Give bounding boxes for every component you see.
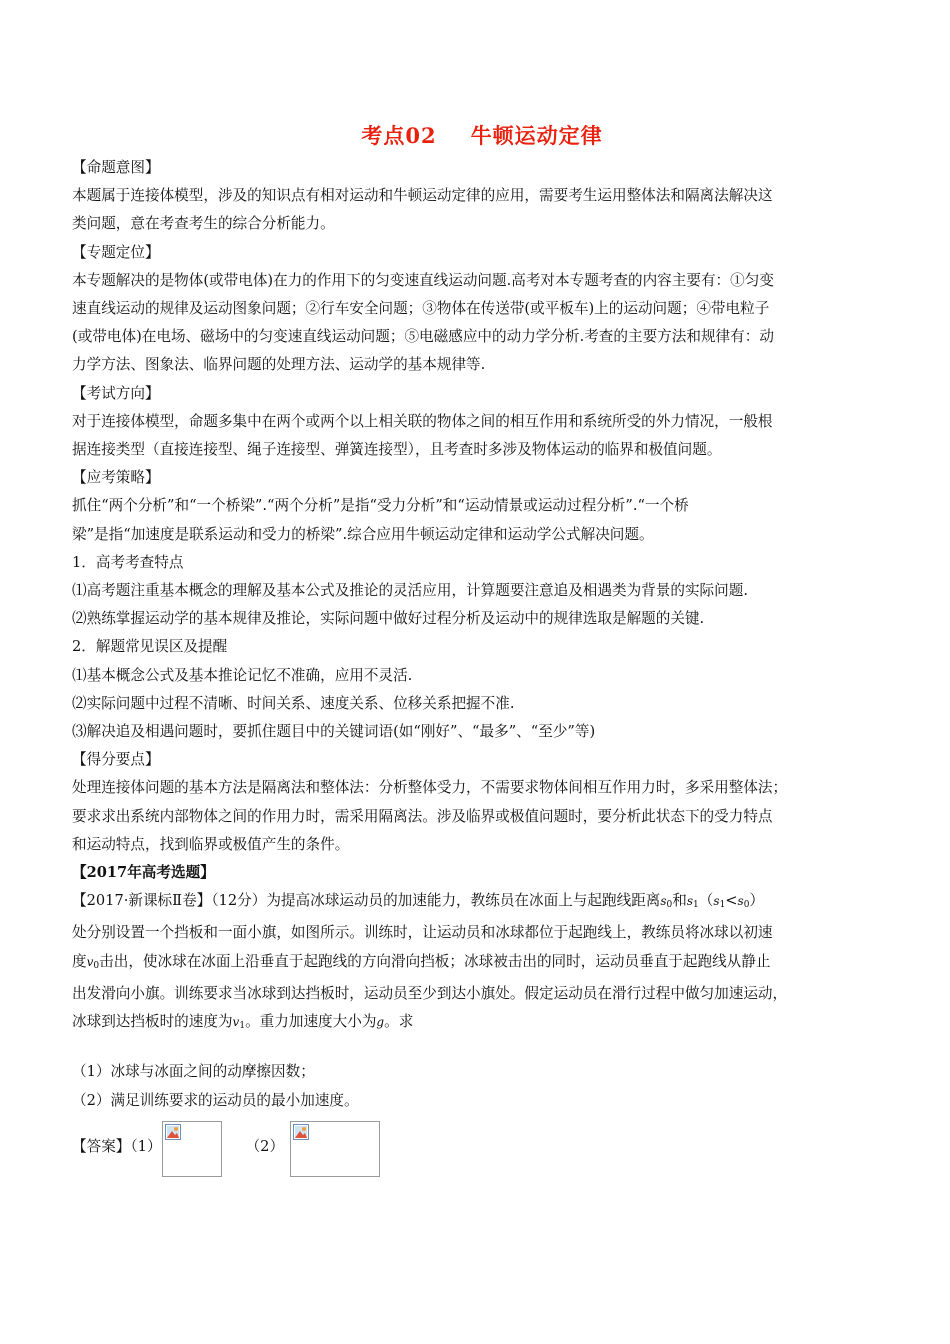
answer-1-image bbox=[162, 1121, 222, 1177]
section-heading: 【命题意图】 bbox=[72, 159, 160, 176]
section-heading: 【2017年高考选题】 bbox=[72, 864, 215, 882]
subheading: 1．高考考查特点 bbox=[72, 553, 184, 571]
paragraph-line: 抓住“两个分析”和“一个桥梁”.“两个分析”是指“受力分析”和“运动情景或运动过程分析”.“一个桥 bbox=[72, 497, 689, 515]
paragraph-line: ⑵实际问题中过程不清晰、时间关系、速度关系、位移关系把握不准. bbox=[72, 694, 515, 712]
paragraph-line: 要求求出系统内部物体之间的作用力时，需采用隔离法。涉及临界或极值问题时，要分析此状态下的受力特点 bbox=[72, 807, 773, 825]
answer-label: 【答案】（1） bbox=[72, 1137, 162, 1155]
paragraph-line: 速直线运动的规律及运动图象问题；②行车安全问题；③物体在传送带(或平板车)上的运动问题；④带电粒子 bbox=[72, 300, 770, 318]
question-2: （2）满足训练要求的运动员的最小加速度。 bbox=[72, 1091, 359, 1109]
paragraph-line: ⑶解决追及相遇问题时，要抓住题目中的关键词语(如“刚好”、“最多”、“至少”等) bbox=[72, 723, 596, 741]
section-heading: 【应考策略】 bbox=[72, 469, 160, 487]
paragraph-line: 和运动特点，找到临界或极值产生的条件。 bbox=[72, 835, 350, 853]
problem-line: 出发滑向小旗。训练要求当冰球到达挡板时，运动员至少到达小旗处。假定运动员在滑行过程中做匀加速运动， bbox=[72, 984, 788, 1002]
paragraph-line: 处理连接体问题的基本方法是隔离法和整体法：分析整体受力，不需要求物体间相互作用力时，多采用整体法； bbox=[72, 779, 788, 797]
document-page bbox=[72, 118, 892, 1177]
paragraph-line: 对于连接体模型，命题多集中在两个或两个以上相关联的物体之间的相互作用和系统所受的外力情况，一般根 bbox=[72, 412, 773, 430]
paragraph-line: 本专题解决的是物体(或带电体)在力的作用下的匀变速直线运动问题.高考对本专题考查的内容主要有：①匀变 bbox=[72, 271, 774, 289]
paragraph-line: 类问题，意在考查考生的综合分析能力。 bbox=[72, 215, 335, 233]
answer-2-image bbox=[290, 1121, 380, 1177]
paragraph-line: ⑴基本概念公式及基本推论记忆不准确，应用不灵活. bbox=[72, 666, 413, 684]
paragraph-line: ⑵熟练掌握运动学的基本规律及推论，实际问题中做好过程分析及运动中的规律选取是解题的关键. bbox=[72, 610, 705, 628]
answer-row bbox=[72, 1121, 892, 1177]
problem-line: 度$v_0$击出，使冰球在冰面上沿垂直于起跑线的方向滑向挡板；冰球被击出的同时，运动员垂直于起跑线从静止 bbox=[72, 952, 771, 971]
paragraph-line: 力学方法、图象法、临界问题的处理方法、运动学的基本规律等. bbox=[72, 356, 486, 374]
broken-image-icon bbox=[165, 1124, 181, 1140]
title-prefix: 考点02 bbox=[361, 123, 437, 148]
paragraph-line: 梁”是指“加速度是联系运动和受力的桥梁”.综合应用牛顿运动定律和运动学公式解决问题。 bbox=[72, 525, 654, 543]
problem-line: 冰球到达挡板时的速度为$v_1$。重力加速度大小为g。求 bbox=[72, 1013, 414, 1032]
subheading: 2．解题常见误区及提醒 bbox=[72, 638, 228, 656]
page-title bbox=[72, 118, 892, 154]
paragraph-line: (或带电体)在电场、磁场中的匀变速直线运动问题；⑤电磁感应中的动力学分析.考查的主要方法和规律有：动 bbox=[72, 328, 774, 346]
question-1: （1）冰球与冰面之间的动摩擦因数； bbox=[72, 1063, 315, 1081]
section-heading: 【专题定位】 bbox=[72, 243, 160, 261]
paragraph-line: ⑴高考题注重基本概念的理解及基本公式及推论的灵活应用，计算题要注意追及相遇类为背景的实际问题. bbox=[72, 582, 748, 600]
title-main: 牛顿运动定律 bbox=[470, 123, 603, 148]
problem-line: 处分别设置一个挡板和一面小旗，如图所示。训练时，让运动员和冰球都位于起跑线上，教练员将冰球以初速 bbox=[72, 924, 773, 942]
problem-line: 【2017·新课标Ⅱ卷】（12分）为提高冰球运动员的加速能力，教练员在冰面上与起跑线距离$s_0$和$s_1(s_1<s_0)$ bbox=[72, 892, 765, 911]
paragraph-line: 据连接类型（直接连接型、绳子连接型、弹簧连接型），且考查时多涉及物体运动的临界和极值问题。 bbox=[72, 441, 722, 459]
answer-part-2-label: （2） bbox=[245, 1137, 285, 1155]
broken-image-icon bbox=[293, 1124, 309, 1140]
section-heading: 【得分要点】 bbox=[72, 751, 160, 769]
section-heading: 【考试方向】 bbox=[72, 384, 160, 402]
paragraph-line: 本题属于连接体模型，涉及的知识点有相对运动和牛顿运动定律的应用，需要考生运用整体法和隔离法解决这 bbox=[72, 187, 773, 205]
